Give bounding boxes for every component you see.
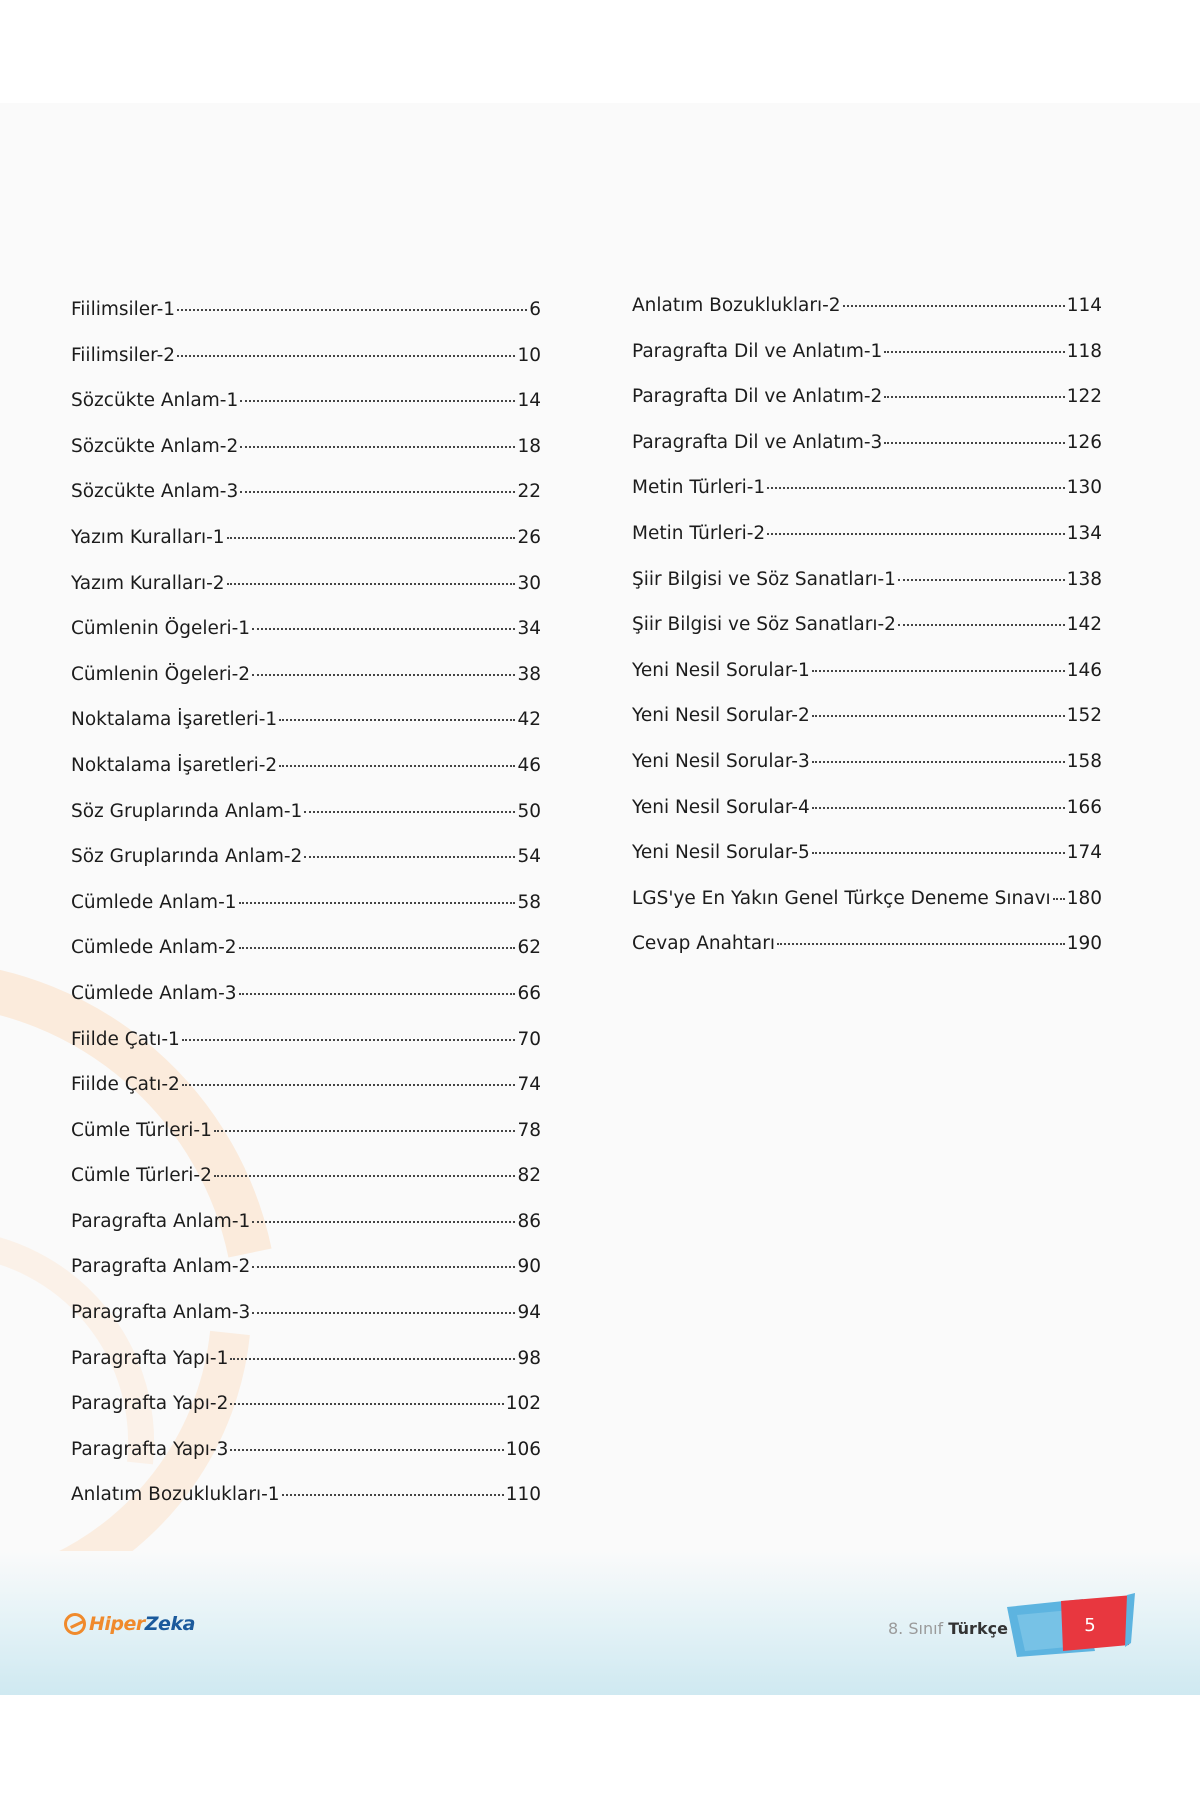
subject-label: Türkçe [948, 1619, 1008, 1638]
toc-leader-dots [767, 487, 1065, 489]
toc-entry [71, 755, 541, 801]
toc-entry-title: Fiilde Çatı-2 [71, 1074, 180, 1096]
toc-entry-page: 138 [1066, 568, 1102, 590]
toc-entry [71, 1211, 541, 1257]
toc-leader-dots [884, 351, 1064, 353]
toc-entry [71, 1029, 541, 1075]
toc-entry-title: Yazım Kuralları-2 [71, 572, 225, 594]
toc-leader-dots [240, 400, 515, 402]
toc-leader-dots [252, 1266, 515, 1268]
toc-entry-page: 126 [1066, 431, 1102, 453]
toc-entry-title: Sözcükte Anlam-1 [71, 390, 239, 412]
toc-entry-page: 110 [505, 1484, 541, 1506]
toc-entry-page: 134 [1066, 522, 1102, 544]
toc-entry [632, 295, 1102, 341]
toc-entry [71, 573, 541, 619]
toc-entry-page: 94 [517, 1302, 541, 1324]
toc-leader-dots [230, 1358, 515, 1360]
toc-entry-title: Cümle Türleri-2 [71, 1165, 212, 1187]
toc-entry-title: Paragrafta Yapı-2 [71, 1393, 229, 1415]
hiperzeka-logo-icon [64, 1613, 86, 1635]
toc-entry [71, 1074, 541, 1120]
toc-leader-dots [884, 396, 1064, 398]
toc-leader-dots [898, 579, 1065, 581]
toc-entry-page: 14 [517, 390, 541, 412]
toc-entry [71, 892, 541, 938]
toc-leader-dots [182, 1084, 516, 1086]
toc-entry [632, 933, 1102, 979]
grade-label: 8. Sınıf [888, 1619, 949, 1638]
toc-entry-title: Cümlede Anlam-1 [71, 891, 237, 913]
toc-entry-page: 50 [517, 800, 541, 822]
toc-entry [632, 523, 1102, 569]
toc-entry [71, 801, 541, 847]
toc-entry-title: Cümlenin Ögeleri-2 [71, 663, 251, 685]
toc-entry-page: 130 [1066, 477, 1102, 499]
toc-entry-title: Söz Gruplarında Anlam-1 [71, 800, 303, 822]
toc-entry-title: Paragrafta Dil ve Anlatım-1 [632, 340, 883, 362]
toc-entry-page: 30 [517, 572, 541, 594]
toc-entry-page: 6 [529, 299, 541, 320]
toc-entry-page: 118 [1066, 340, 1102, 362]
toc-entry-page: 62 [517, 937, 541, 959]
toc-entry-title: Anlatım Bozuklukları-2 [632, 295, 841, 316]
toc-leader-dots [279, 719, 515, 721]
toc-entry [71, 846, 541, 892]
toc-entry-page: 90 [517, 1256, 541, 1278]
toc-entry-title: Metin Türleri-2 [632, 522, 766, 544]
toc-entry-title: Cümlenin Ögeleri-1 [71, 618, 251, 640]
toc-entry [71, 1393, 541, 1439]
toc-entry-page: 106 [505, 1438, 541, 1460]
toc-entry-page: 82 [517, 1165, 541, 1187]
toc-entry-page: 18 [517, 435, 541, 457]
toc-left-column [71, 299, 541, 1530]
toc-entry-page: 152 [1066, 705, 1102, 727]
toc-entry [71, 664, 541, 710]
footer-label [888, 1619, 1008, 1638]
toc-entry-title: Cümlede Anlam-3 [71, 982, 237, 1004]
toc-leader-dots [304, 856, 515, 858]
toc-entry [71, 1302, 541, 1348]
toc-entry [71, 937, 541, 983]
toc-leader-dots [177, 309, 527, 311]
toc-entry-title: Şiir Bilgisi ve Söz Sanatları-2 [632, 614, 896, 636]
toc-right-column [632, 295, 1102, 979]
toc-leader-dots [239, 993, 516, 995]
toc-leader-dots [214, 1130, 516, 1132]
toc-leader-dots [177, 355, 515, 357]
toc-leader-dots [777, 943, 1065, 945]
page-number: 5 [1084, 1615, 1096, 1636]
toc-entry-title: Sözcükte Anlam-2 [71, 435, 239, 457]
toc-leader-dots [240, 491, 515, 493]
toc-leader-dots [279, 765, 515, 767]
toc-entry-page: 42 [517, 709, 541, 731]
toc-leader-dots [240, 446, 515, 448]
toc-entry-page: 22 [517, 481, 541, 503]
toc-entry-title: Yazım Kuralları-1 [71, 526, 225, 548]
toc-entry [71, 481, 541, 527]
toc-leader-dots [812, 761, 1065, 763]
toc-leader-dots [282, 1494, 504, 1496]
toc-entry-title: Noktalama İşaretleri-2 [71, 754, 278, 776]
toc-entry-title: Yeni Nesil Sorular-5 [632, 842, 810, 864]
toc-entry [71, 618, 541, 664]
toc-leader-dots [239, 947, 516, 949]
toc-leader-dots [812, 852, 1065, 854]
toc-entry [71, 1165, 541, 1211]
toc-leader-dots [230, 1403, 503, 1405]
toc-entry-title: Cümlede Anlam-2 [71, 937, 237, 959]
toc-entry-page: 58 [517, 891, 541, 913]
toc-entry-page: 70 [517, 1028, 541, 1050]
toc-leader-dots [767, 533, 1065, 535]
toc-entry-page: 174 [1066, 842, 1102, 864]
toc-entry-title: Cevap Anahtarı [632, 933, 775, 955]
toc-entry [632, 569, 1102, 615]
toc-entry-title: Paragrafta Dil ve Anlatım-2 [632, 386, 883, 408]
toc-entry-page: 74 [517, 1074, 541, 1096]
toc-entry-title: Paragrafta Dil ve Anlatım-3 [632, 431, 883, 453]
page-sheet [0, 103, 1200, 1695]
toc-leader-dots [252, 1221, 515, 1223]
toc-entry [71, 983, 541, 1029]
toc-leader-dots [239, 902, 516, 904]
toc-entry [632, 477, 1102, 523]
toc-leader-dots [812, 807, 1065, 809]
toc-entry [632, 888, 1102, 934]
toc-entry [632, 751, 1102, 797]
toc-leader-dots [304, 811, 515, 813]
toc-leader-dots [812, 670, 1065, 672]
toc-entry-page: 190 [1066, 933, 1102, 955]
toc-entry-page: 54 [517, 846, 541, 868]
toc-entry-title: Paragrafta Anlam-2 [71, 1256, 251, 1278]
toc-entry-title: Yeni Nesil Sorular-2 [632, 705, 810, 727]
toc-entry-page: 166 [1066, 796, 1102, 818]
logo-text-second: Zeka [144, 1613, 195, 1635]
hiperzeka-logo [64, 1613, 195, 1635]
toc-entry-page: 38 [517, 663, 541, 685]
toc-entry [632, 705, 1102, 751]
toc-entry-page: 142 [1066, 614, 1102, 636]
toc-entry [71, 1439, 541, 1485]
toc-entry [71, 1484, 541, 1530]
toc-leader-dots [227, 583, 516, 585]
toc-entry-title: Paragrafta Anlam-1 [71, 1210, 251, 1232]
toc-entry-page: 66 [517, 982, 541, 1004]
toc-entry [71, 527, 541, 573]
toc-leader-dots [812, 715, 1065, 717]
toc-entry-title: Paragrafta Yapı-3 [71, 1438, 229, 1460]
toc-entry-page: 180 [1066, 887, 1102, 909]
toc-entry-title: Yeni Nesil Sorular-4 [632, 796, 810, 818]
toc-entry-page: 114 [1066, 295, 1102, 316]
toc-entry [632, 660, 1102, 706]
toc-entry-page: 78 [517, 1119, 541, 1141]
toc-entry-title: Fiilde Çatı-1 [71, 1028, 180, 1050]
toc-entry-title: Metin Türleri-1 [632, 477, 766, 499]
toc-entry-page: 46 [517, 754, 541, 776]
toc-entry-page: 158 [1066, 750, 1102, 772]
toc-entry [632, 842, 1102, 888]
toc-leader-dots [1053, 898, 1065, 900]
toc-entry [71, 1120, 541, 1166]
toc-entry-title: Paragrafta Anlam-3 [71, 1302, 251, 1324]
toc-leader-dots [843, 305, 1065, 307]
toc-leader-dots [252, 1312, 515, 1314]
toc-entry-title: Fiilimsiler-1 [71, 299, 176, 320]
toc-entry-title: Yeni Nesil Sorular-1 [632, 659, 810, 681]
toc-leader-dots [884, 442, 1064, 444]
toc-entry-title: Yeni Nesil Sorular-3 [632, 750, 810, 772]
toc-entry [632, 432, 1102, 478]
toc-entry [71, 1256, 541, 1302]
toc-entry [632, 797, 1102, 843]
toc-entry-title: LGS'ye En Yakın Genel Türkçe Deneme Sınavı [632, 887, 1051, 909]
toc-entry [632, 386, 1102, 432]
toc-leader-dots [182, 1039, 516, 1041]
toc-entry-page: 10 [517, 344, 541, 366]
toc-leader-dots [227, 537, 516, 539]
toc-entry [71, 345, 541, 391]
toc-entry [632, 341, 1102, 387]
toc-leader-dots [252, 674, 515, 676]
toc-entry-title: Sözcükte Anlam-3 [71, 481, 239, 503]
toc-entry-title: Cümle Türleri-1 [71, 1119, 212, 1141]
toc-entry-title: Söz Gruplarında Anlam-2 [71, 846, 303, 868]
toc-entry-page: 146 [1066, 659, 1102, 681]
toc-entry-title: Noktalama İşaretleri-1 [71, 709, 278, 731]
toc-entry-page: 98 [517, 1347, 541, 1369]
toc-entry [632, 614, 1102, 660]
toc-entry [71, 390, 541, 436]
toc-entry [71, 709, 541, 755]
toc-entry-title: Fiilimsiler-2 [71, 344, 176, 366]
toc-leader-dots [898, 624, 1065, 626]
toc-entry-page: 34 [517, 618, 541, 640]
toc-entry-page: 26 [517, 526, 541, 548]
toc-entry [71, 1348, 541, 1394]
toc-entry-page: 122 [1066, 386, 1102, 408]
toc-leader-dots [252, 628, 515, 630]
toc-entry-title: Paragrafta Yapı-1 [71, 1347, 229, 1369]
toc-leader-dots [230, 1449, 503, 1451]
toc-entry [71, 436, 541, 482]
toc-entry [71, 299, 541, 345]
toc-entry-title: Şiir Bilgisi ve Söz Sanatları-1 [632, 568, 896, 590]
toc-entry-page: 102 [505, 1393, 541, 1415]
toc-leader-dots [214, 1175, 516, 1177]
logo-text-first: Hiper [89, 1613, 145, 1635]
toc-entry-title: Anlatım Bozuklukları-1 [71, 1484, 280, 1506]
toc-entry-page: 86 [517, 1210, 541, 1232]
page-footer [0, 1551, 1200, 1695]
